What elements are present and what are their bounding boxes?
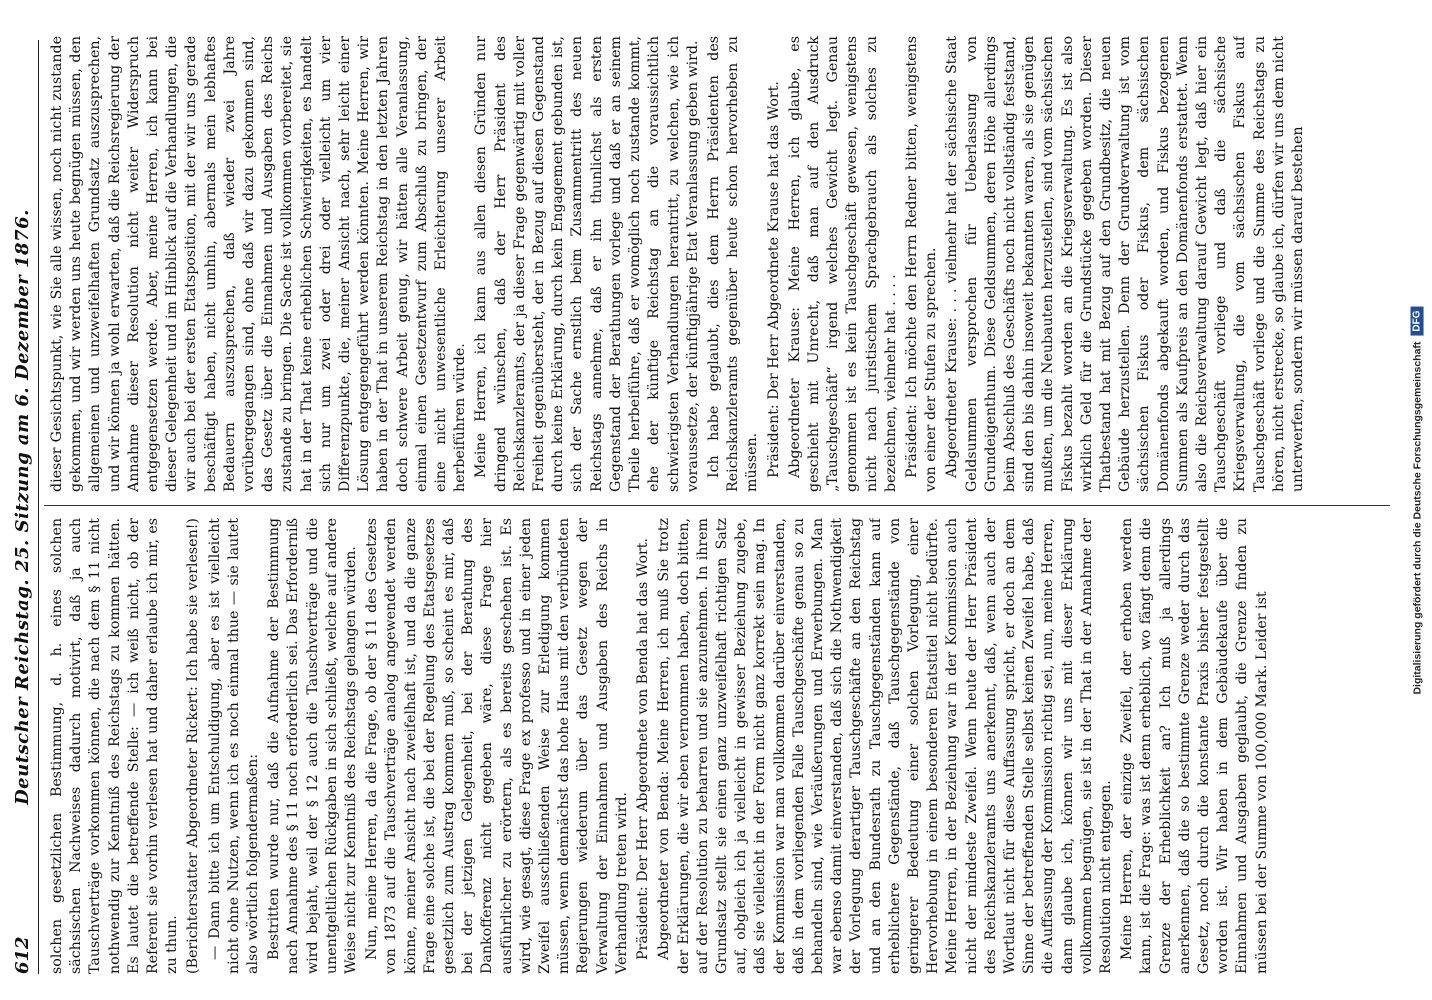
right-column: [48, 36, 1388, 492]
dfg-logo: DFG: [1411, 306, 1424, 335]
page-header: [6, 40, 39, 974]
speaker-paragraph: Präsident: Ich möchte den Herrn Redner bitten, wenigstens von einer der Stufen zu sprechen.: [903, 36, 940, 492]
paragraph: Meine Herren, ich kann aus allen diesen Gründen nur dringend wünschen, daß der Herr Präsident des Reichskanzleramts, der ja dieser Frage gegenwärtig mit voller Freiheit gegenübersteht, der in Bezug auf diesen Gegenstand durch keine Erklärung, durch kein Engagement gebunden ist, sich der Sache ernstlich beim Zusammentritt des neuen Reichstags annehme, daß er ihn thunlichst als ersten Gegenstand der Berathungen vorlege und daß er an seinem Theile herbeiführe, daß er womöglich noch zustande kommt, ehe der künftige Reichstag an die voraussichtlich schwierigsten Verhandlungen herantritt, zu welchen, wie ich voraussetze, der künftigjährige Etat Veranlassung geben wird.: [473, 36, 701, 492]
paragraph: Ich habe geglaubt, dies dem Herrn Präsidenten des Reichskanzleramts gegenüber heute schon hervorheben zu müssen.: [705, 36, 761, 492]
paragraph: solchen gesetzlichen Bestimmung, d. h. eines solchen sächsischen Nachweises dadurch motivirt, daß ja auch Tauschverträge vorkommen können, die nach dem § 11 nicht nothwendig zur Kenntniß des Reichstags zu kommen hätten. Es lautet die betreffende Stelle: — ich weiß nicht, ob der Referent sie vorhin verlesen hat und daher erlaube ich mir, es zu thun.: [49, 518, 181, 974]
running-title: Deutscher Reichstag. 25. Sitzung am 6. Dezember 1876.: [11, 209, 33, 805]
speaker-paragraph: Abgeordneter Krause: Meine Herren, ich glaube, es geschieht mit Unrecht, daß man auf den Ausdruck „Tauschgeschäft“ irgend welches Gewicht legt. Genau genommen ist es kein Tauschgeschäft gewesen, wenigstens nicht nach juristischem Sprachgebrauch als solches zu bezeichnen, vielmehr hat . . . .: [786, 36, 899, 492]
speaker-paragraph: Präsident: Der Herr Abgeordnete Krause hat das Wort.: [765, 81, 782, 478]
left-column: [48, 518, 1388, 974]
quoted-paragraph: Bestritten wurde nur, daß die Aufnahme der Bestimmung nach Annahme des § 11 noch erforderlich sei. Das Erforderniß wird bejaht, weil der § 12 auch die Tauschverträge und die unentgeltlichen Rückgaben in sich schließt, welche auf andere Weise nicht zur Kenntniß des Reichstags gelangen würden.: [266, 518, 360, 974]
page-number: 612: [11, 936, 33, 974]
paragraph: — Dann bitte ich um Entschuldigung, aber es ist vielleicht nicht ohne Nutzen, wenn ich es noch einmal thue — sie lautet also wörtlich folgendermaßen:: [206, 518, 262, 974]
interjection: (Berichterstatter Abgeordneter Rickert: Ich habe sie verlesen!): [185, 518, 202, 974]
paragraph: Meine Herren, der einzige Zweifel, der erhoben werden kann, ist die Frage: was ist denn erheblich, wo fängt denn die Grenze der Erheblichkeit an? Ich muß ja allerdings anerkennen, daß die so bestimmte Grenze weder durch das Gesetz, noch durch die konstante Praxis bisher festgestellt worden ist. Wir haben in dem Gebäudekaufe über die Einnahmen und Ausgaben geglaubt, die Grenze finden zu müssen bei der Summe von 100,000 Mark. Leider ist: [1119, 518, 1270, 974]
speaker-paragraph: Abgeordneter von Benda: Meine Herren, ich muß Sie trotz der Erklärungen, die wir eben vernommen haben, doch bitten, auf der Resolution zu beharren und sie anzunehmen. In ihrem Grundsatz stellt sie einen ganz unzweifelhaft richtigen Satz auf, obgleich ich ja vielleicht in gewisser Beziehung zugebe, daß sie vielleicht in der Form nicht ganz korrekt sein mag. In der Kommission war man vollkommen darüber einverstanden, daß in dem vorliegenden Falle Tauschgeschäfte genau so zu behandeln sind, wie Veräußerungen und Erwerbungen. Man war ebenso damit einverstanden, daß sich die Nothwendigkeit der Vorlegung derartiger Tauschgeschäfte an den Reichstag und an den Bundesrath zu Tauschgegenständen kann auf erheblichere Gegenstände, daß Tauschgegenstände von geringerer Bedeutung einer solchen Vorlegung, einer Hervorhebung in einem besonderen Etatstitel nicht bedürfte. Meine Herren, in der Beziehung war in der Kommission auch nicht der mindeste Zweifel. Wenn heute der Herr Präsident des Reichskanzleramts uns anerkennt, daß, wenn auch der Wortlaut nicht für diese Auffassung spricht, er doch an dem Sinne der betreffenden Stelle selbst keinen Zweifel habe, daß die Auffassung der Kommission richtig sei, nun, meine Herren, dann glaube ich, können wir uns mit dieser Erklärung vollkommen begnügen, sie ist in der That in der Annahme der Resolution nicht entgegen.: [656, 518, 1114, 974]
digitization-credit: [1404, 0, 1430, 1000]
speaker-paragraph: Abgeordneter Krause: . . . vielmehr hat der sächsische Staat Geldsummen versprochen für Ueberlassung von Grundeigenthum. Diese Geldsummen, deren Höhe allerdings beim Abschluß des Geschäfts noch nicht vollständig feststand, sind den bis dahin insoweit bekannten waren, als sie genügen mußten, um die Neubauten herzustellen, sind vom sächsischen Fiskus bezahlt worden an die Kriegsverwaltung. Es ist also wirklich Geld für die Grundstücke gegeben worden. Dieser Thatbestand hat mit Bezug auf den Grundbesitz, die neuen Gebäude herzustellen. Denn der Grundverwaltung ist vom sächsischen Fiskus oder Fiskus, dem sächsischen Domänenfonds abgekauft worden, und Fiskus bezogenen Summen als Kaufpreis an den Domänenfonds erstattet. Wenn also die Reichsverwaltung darauf Gewicht legt, daß hier ein Tauschgeschäft vorliege und daß die sächsische Kriegsverwaltung, die vom sächsischen Fiskus auf Tauschgeschäft vorliege und die Summe des Reichstags zu hören, nicht erstrecke, so glaube ich, dürfen wir uns dem nicht unterwerfen, sondern wir müssen darauf bestehen: [944, 36, 1306, 492]
column-divider: [44, 505, 1390, 506]
paragraph: dieser Gesichtspunkt, wie Sie alle wissen, noch nicht zustande gekommen, und wir werden uns heute begnügen müssen, den allgemeinen und unzweifelhaften Grundsatz auszusprechen, und wir können ja wohl erwarten, daß die Reichsregierung der Annahme dieser Resolution nicht weiter Widerspruch entgegensetzen werde. Aber, meine Herren, ich kann bei dieser Gelegenheit und im Hinblick auf die Verhandlungen, die wir auch bei der ersten Etatsposition, mit der wir uns gerade beschäftigt haben, nicht umhin, abermals mein lebhaftes Bedauern auszusprechen, daß wieder zwei Jahre vorübergegangen sind, ohne daß wir dazu gekommen sind, das Gesetz über die Einnahmen und Ausgaben des Reichs zustande zu bringen. Die Sache ist vollkommen vorbereitet, sie hat in der That keine erheblichen Schwierigkeiten, es handelt sich nur um zwei oder drei oder vielleicht um vier Differenzpunkte, die, meiner Ansicht nach, sehr leicht einer Lösung entgegengeführt werden könnten. Meine Herren, wir haben in der That in unserem Reichstag in den letzten Jahren doch schwere Arbeit genug, wir hätten alle Veranlassung, einmal einen Gesetzentwurf zum Abschluß zu bringen, der eine nicht unwesentliche Erleichterung unserer Arbeit herbeiführen würde.: [49, 36, 469, 492]
credit-text: Digitalisierung gefördert durch die Deutsche Forschungsgemeinschaft: [1411, 341, 1423, 695]
paragraph: Nun, meine Herren, da die Frage, ob der § 11 des Gesetzes von 1873 auf die Tauschverträge analog angewendet werden könne, meiner Ansicht nach zweifelhaft ist, und da die ganze Frage eine solche ist, die bei der Regelung des Etatsgesetzes gesetzlich zum Austrag kommen muß, so scheint es mir, daß bei der jetzigen Gelegenheit, bei der Berathung des Dankofferenz nicht gegeben wäre, diese Frage hier ausführlicher zu erörtern, als es bereits geschehen ist. Es wird, wie gesagt, diese Frage ex professo und in einer jeden Zweifel ausschließenden Weise zur Erledigung kommen müssen, wenn demnächst das hohe Haus mit den verbündeten Regierungen wiederum über das Gesetz wegen der Verwaltung der Einnahmen und Ausgaben des Reichs in Verhandlung treten wird.: [364, 518, 630, 974]
speaker-paragraph: Präsident: Der Herr Abgeordnete von Benda hat das Wort.: [635, 538, 652, 960]
